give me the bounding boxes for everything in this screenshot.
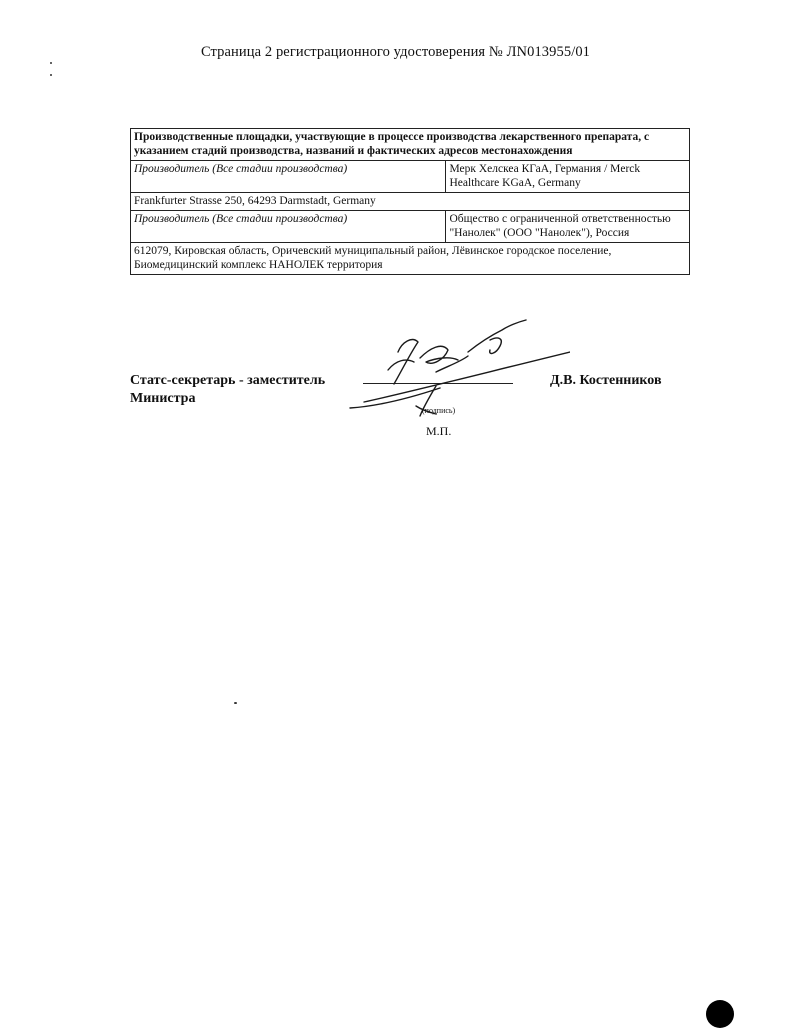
production-sites-table: [130, 128, 690, 275]
manufacturer-name: Мерк Хелскеа КГаА, Германия / Merck Healthcare KGaA, Germany: [446, 161, 690, 193]
table-header-row: [131, 129, 690, 161]
scan-speck: [50, 62, 52, 64]
signature-caption: (подпись): [422, 406, 456, 415]
manufacturer-address: Frankfurter Strasse 250, 64293 Darmstadt, Germany: [131, 193, 690, 211]
manufacturer-role: Производитель (Все стадии производства): [131, 161, 446, 193]
page-title: Страница 2 регистрационного удостоверения № ЛN013955/01: [200, 44, 591, 60]
signer-position-line: Министра: [130, 391, 196, 406]
table-heading: Производственные площадки, участвующие в процессе производства лекарственного препарата, с указанием стадий производства, названий и фактических адресов местонахождения: [131, 129, 690, 161]
table-row: [131, 193, 690, 211]
seal-label: М.П.: [426, 424, 452, 438]
table-row: [131, 211, 690, 243]
signer-position: [130, 372, 325, 408]
scan-speck: [50, 74, 52, 76]
signer-name: Д.В. Костенников: [550, 373, 662, 388]
table-row: [131, 243, 690, 275]
scan-speck: [234, 702, 237, 704]
manufacturer-role: Производитель (Все стадии производства): [131, 211, 446, 243]
manufacturer-address: 612079, Кировская область, Оричевский муниципальный район, Лёвинское городское поселение, Биомедицинский комплекс НАНОЛЕК территория: [131, 243, 690, 275]
table-row: [131, 161, 690, 193]
signer-position-line: Статс-секретарь - заместитель: [130, 373, 326, 388]
manufacturer-name: Общество с ограниченной ответственностью "Нанолек" (ООО "Нанолек"), Россия: [446, 211, 690, 243]
